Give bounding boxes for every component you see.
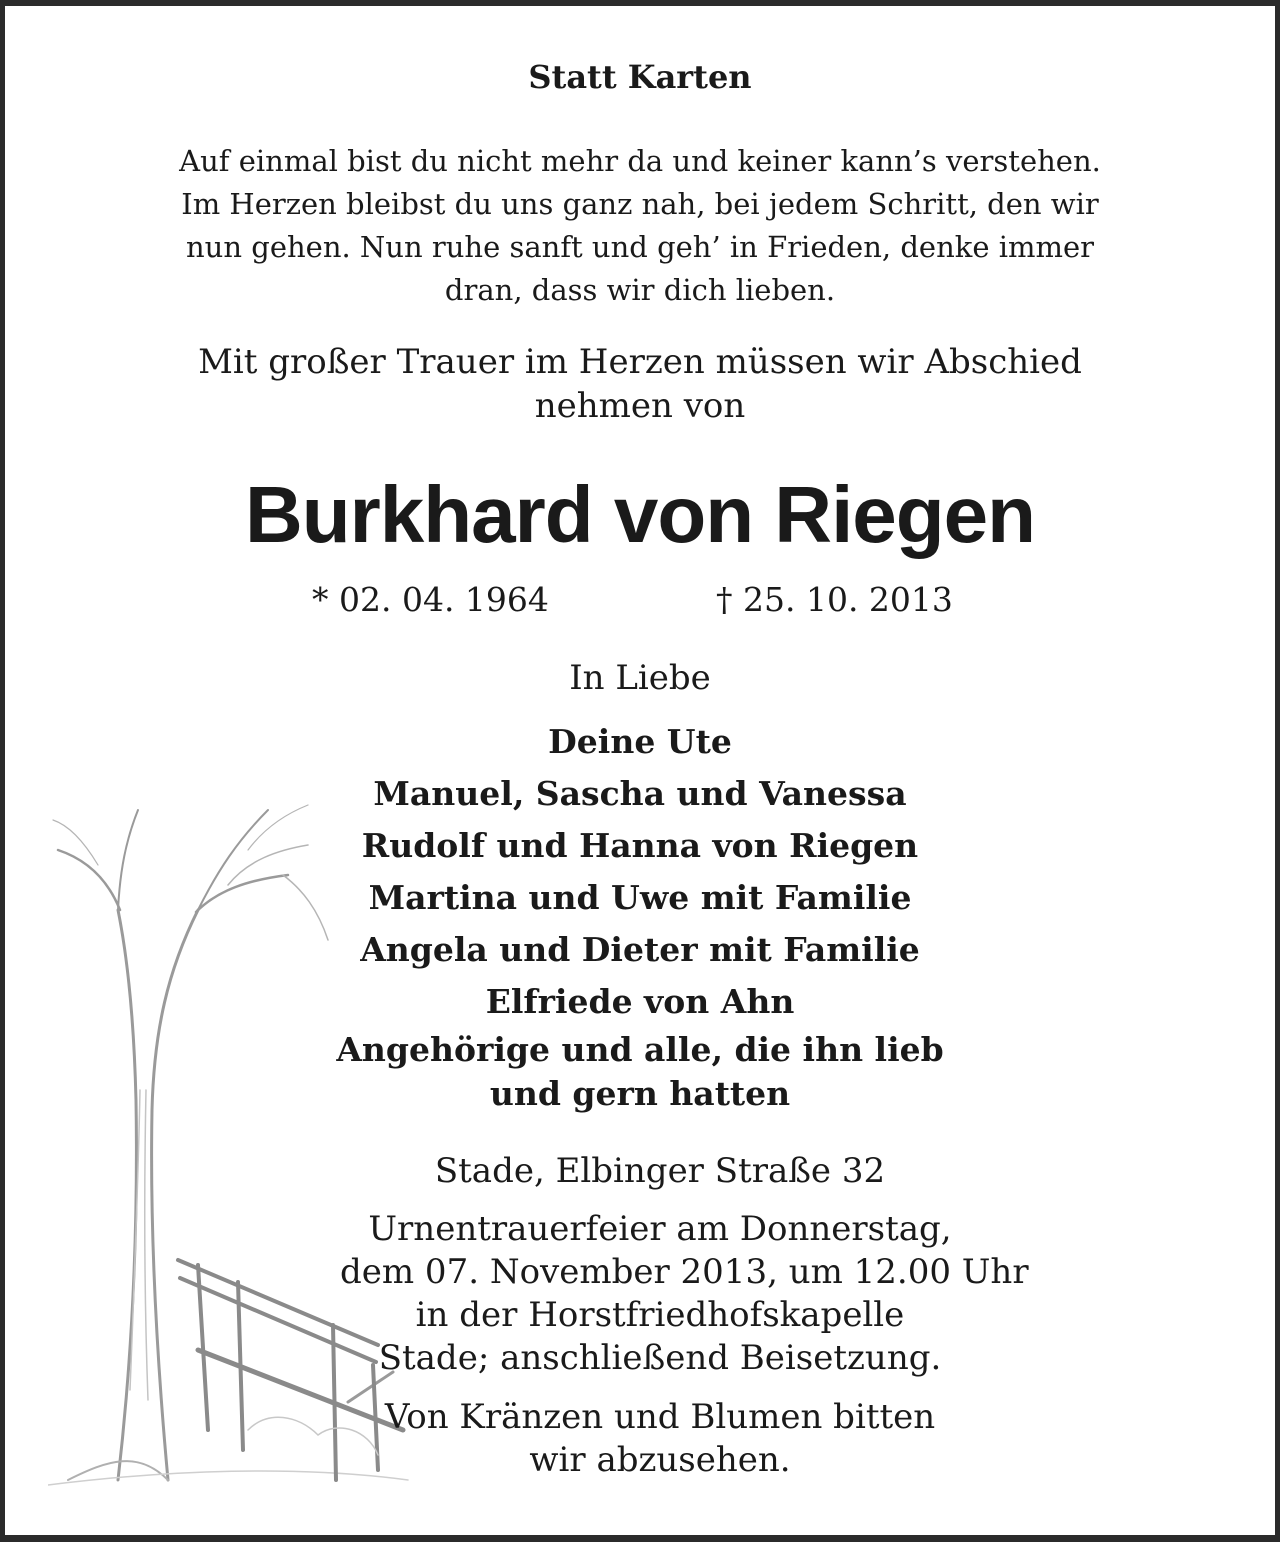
family-list [0, 716, 1280, 1116]
intro-text [0, 340, 1280, 428]
poem-line: Im Herzen bleibst du uns ganz nah, bei jedem Schritt, den wir [181, 187, 1099, 221]
flowers-line: Von Kränzen und Blumen bitten [384, 1397, 936, 1437]
family-member: Elfriede von Ahn [485, 982, 795, 1021]
intro-line: nehmen von [534, 386, 746, 426]
ceremony-line: Urnentrauerfeier am Donnerstag, [368, 1209, 952, 1249]
birth-date: * 02. 04. 1964 [312, 580, 549, 619]
deceased-name: Burkhard von Riegen [244, 470, 1036, 559]
poem-line: nun gehen. Nun ruhe sanft und geh’ in Frieden, denke immer [186, 230, 1094, 264]
heading-statt-karten: Statt Karten [528, 58, 752, 96]
ceremony-line: in der Horstfriedhofskapelle [415, 1295, 905, 1335]
family-member: Manuel, Sascha und Vanessa [373, 774, 907, 813]
family-member: Angela und Dieter mit Familie [360, 930, 920, 969]
poem-line: dran, dass wir dich lieben. [444, 273, 836, 307]
family-member: und gern hatten [489, 1074, 791, 1113]
in-liebe-text: In Liebe [569, 658, 711, 698]
flowers-line: wir abzusehen. [529, 1440, 791, 1480]
ceremony-line: dem 07. November 2013, um 12.00 Uhr [340, 1252, 1029, 1292]
family-member: Deine Ute [548, 722, 732, 761]
flowers-note [340, 1396, 980, 1482]
intro-line: Mit großer Trauer im Herzen müssen wir Abschied [198, 342, 1082, 382]
family-member: Rudolf und Hanna von Riegen [361, 826, 919, 865]
address: Stade, Elbinger Straße 32 [434, 1151, 886, 1191]
family-member: Martina und Uwe mit Familie [368, 878, 912, 917]
family-member: Angehörige und alle, die ihn lieb [336, 1030, 944, 1069]
poem-line: Auf einmal bist du nicht mehr da und keiner kann’s verstehen. [179, 144, 1101, 178]
ceremony-info [340, 1208, 1029, 1380]
ceremony-line: Stade; anschließend Beisetzung. [378, 1338, 942, 1378]
poem [0, 140, 1280, 312]
death-date: † 25. 10. 2013 [716, 580, 953, 619]
